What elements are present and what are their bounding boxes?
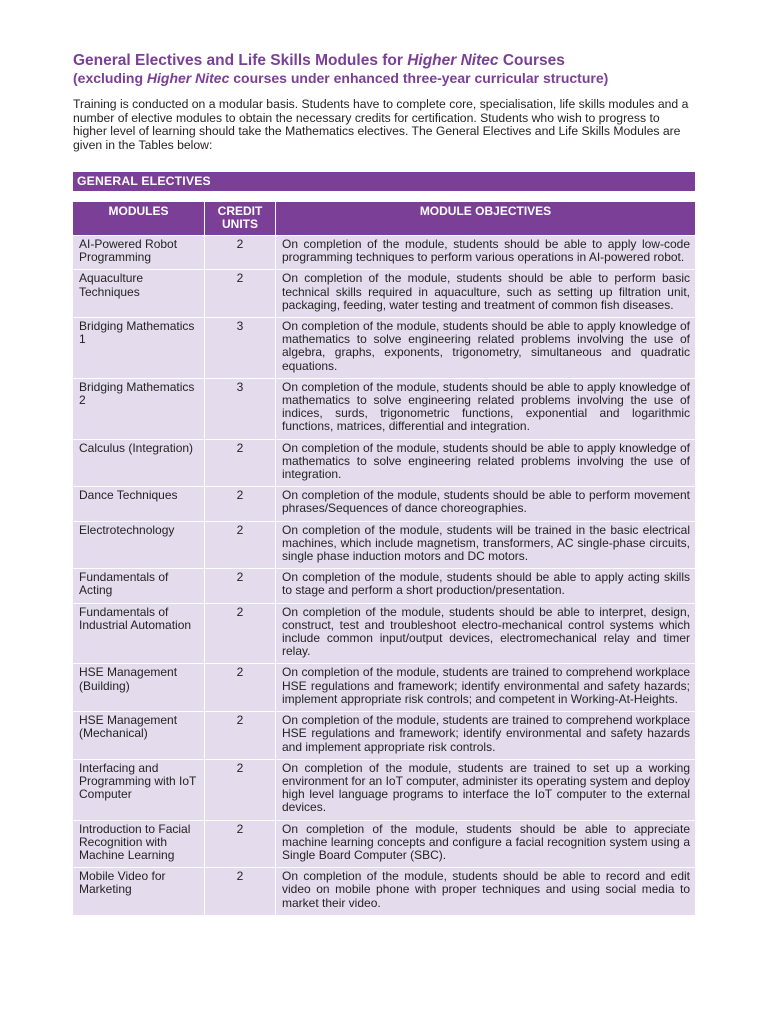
credit-cell: 2	[205, 821, 276, 869]
objective-cell: On completion of the module, students are trained to comprehend workplace HSE regulations and framework; identify environmental and safety hazards and implement appropriate risk controls.	[276, 712, 695, 760]
credit-cell: 2	[205, 522, 276, 570]
credit-cell: 2	[205, 868, 276, 916]
objective-cell: On completion of the module, students are trained to set up a working environment for an IoT computer, administer its operating system and deploy high level language programs to interface the IoT computer to the external devices.	[276, 760, 695, 821]
module-cell: Fundamentals of Acting	[73, 569, 205, 603]
electives-table	[73, 202, 695, 916]
table-row	[73, 379, 695, 440]
credit-cell: 3	[205, 379, 276, 440]
module-cell: Aquaculture Techniques	[73, 270, 205, 318]
objective-cell: On completion of the module, students should be able to apply knowledge of mathematics to solve engineering related problems involving the use of integration.	[276, 440, 695, 488]
module-cell: Calculus (Integration)	[73, 440, 205, 488]
table-row	[73, 664, 695, 712]
subtitle-prefix: (excluding	[73, 70, 147, 86]
table-row	[73, 487, 695, 521]
table-row	[73, 712, 695, 760]
module-cell: HSE Management (Mechanical)	[73, 712, 205, 760]
section-header-general-electives: GENERAL ELECTIVES	[73, 172, 695, 191]
credit-cell: 3	[205, 318, 276, 379]
credit-cell: 2	[205, 664, 276, 712]
module-cell: Fundamentals of Industrial Automation	[73, 604, 205, 665]
credit-cell: 2	[205, 569, 276, 603]
objective-cell: On completion of the module, students should be able to interpret, design, construct, test and troubleshoot electro-mechanical control systems which include common input/output devices, electromechanical relay and timer relay.	[276, 604, 695, 665]
module-cell: Mobile Video for Marketing	[73, 868, 205, 916]
credit-cell: 2	[205, 236, 276, 270]
objective-cell: On completion of the module, students should be able to apply knowledge of mathematics to solve engineering related problems involving the use of algebra, graphs, exponents, trigonometry, simultaneous and quadratic equations.	[276, 318, 695, 379]
table-row	[73, 270, 695, 318]
title-prefix: General Electives and Life Skills Modules for	[73, 52, 408, 69]
subtitle-italic: Higher Nitec	[146, 70, 230, 86]
header-module-objectives: MODULE OBJECTIVES	[276, 202, 695, 236]
credit-cell: 2	[205, 604, 276, 665]
module-cell: Bridging Mathematics 1	[73, 318, 205, 379]
module-cell: Introduction to Facial Recognition with Machine Learning	[73, 821, 205, 869]
objective-cell: On completion of the module, students should be able to record and edit video on mobile phone with proper techniques and using social media to market their video.	[276, 868, 695, 916]
table-row	[73, 821, 695, 869]
page-subtitle	[73, 70, 695, 87]
subtitle-suffix: courses under enhanced three-year curricular structure)	[229, 70, 609, 86]
credit-cell: 2	[205, 487, 276, 521]
credit-cell: 2	[205, 440, 276, 488]
table-row	[73, 868, 695, 916]
intro-paragraph: Training is conducted on a modular basis. Students have to complete core, specialisation, life skills modules and a number of elective modules to obtain the necessary credits for certification. Students who wish to progress to higher level of learning should take the Mathematics electives. The General Electives and Life Skills Modules are given in the Tables below:	[73, 97, 689, 152]
header-modules: MODULES	[73, 202, 205, 236]
module-cell: AI-Powered Robot Programming	[73, 236, 205, 270]
table-row	[73, 318, 695, 379]
module-cell: Electrotechnology	[73, 522, 205, 570]
title-italic: Higher Nitec	[407, 52, 499, 69]
objective-cell: On completion of the module, students should be able to perform movement phrases/Sequences of dance choreographies.	[276, 487, 695, 521]
module-cell: Dance Techniques	[73, 487, 205, 521]
module-cell: HSE Management (Building)	[73, 664, 205, 712]
document-page	[73, 52, 695, 916]
table-row	[73, 569, 695, 603]
table-body	[73, 236, 695, 916]
objective-cell: On completion of the module, students should be able to apply acting skills to stage and perform a short production/presentation.	[276, 569, 695, 603]
objective-cell: On completion of the module, students should be able to appreciate machine learning concepts and configure a facial recognition system using a Single Board Computer (SBC).	[276, 821, 695, 869]
module-cell: Bridging Mathematics 2	[73, 379, 205, 440]
objective-cell: On completion of the module, students should be able to perform basic technical skills required in aquaculture, such as setting up filtration unit, packaging, feeding, water testing and treatment of common fish diseases.	[276, 270, 695, 318]
objective-cell: On completion of the module, students should be able to apply knowledge of mathematics to solve engineering related problems involving the use of indices, surds, trigonometric functions, exponential and logarithmic functions, matrices, differential and integration.	[276, 379, 695, 440]
credit-cell: 2	[205, 760, 276, 821]
table-row	[73, 604, 695, 665]
title-suffix: Courses	[498, 52, 565, 69]
page-title	[73, 52, 695, 70]
objective-cell: On completion of the module, students are trained to comprehend workplace HSE regulations and framework; identify environmental and safety hazards; implement appropriate risk controls; and competent in Working-At-Heights.	[276, 664, 695, 712]
credit-cell: 2	[205, 270, 276, 318]
table-header-row	[73, 202, 695, 236]
table-row	[73, 522, 695, 570]
objective-cell: On completion of the module, students should be able to apply low-code programming techniques to perform various operations in AI-powered robot.	[276, 236, 695, 270]
header-credit-units: CREDIT UNITS	[205, 202, 276, 236]
table-row	[73, 440, 695, 488]
credit-cell: 2	[205, 712, 276, 760]
module-cell: Interfacing and Programming with IoT Computer	[73, 760, 205, 821]
table-row	[73, 236, 695, 270]
table-row	[73, 760, 695, 821]
objective-cell: On completion of the module, students will be trained in the basic electrical machines, which include magnetism, transformers, AC single-phase circuits, single phase induction motors and DC motors.	[276, 522, 695, 570]
